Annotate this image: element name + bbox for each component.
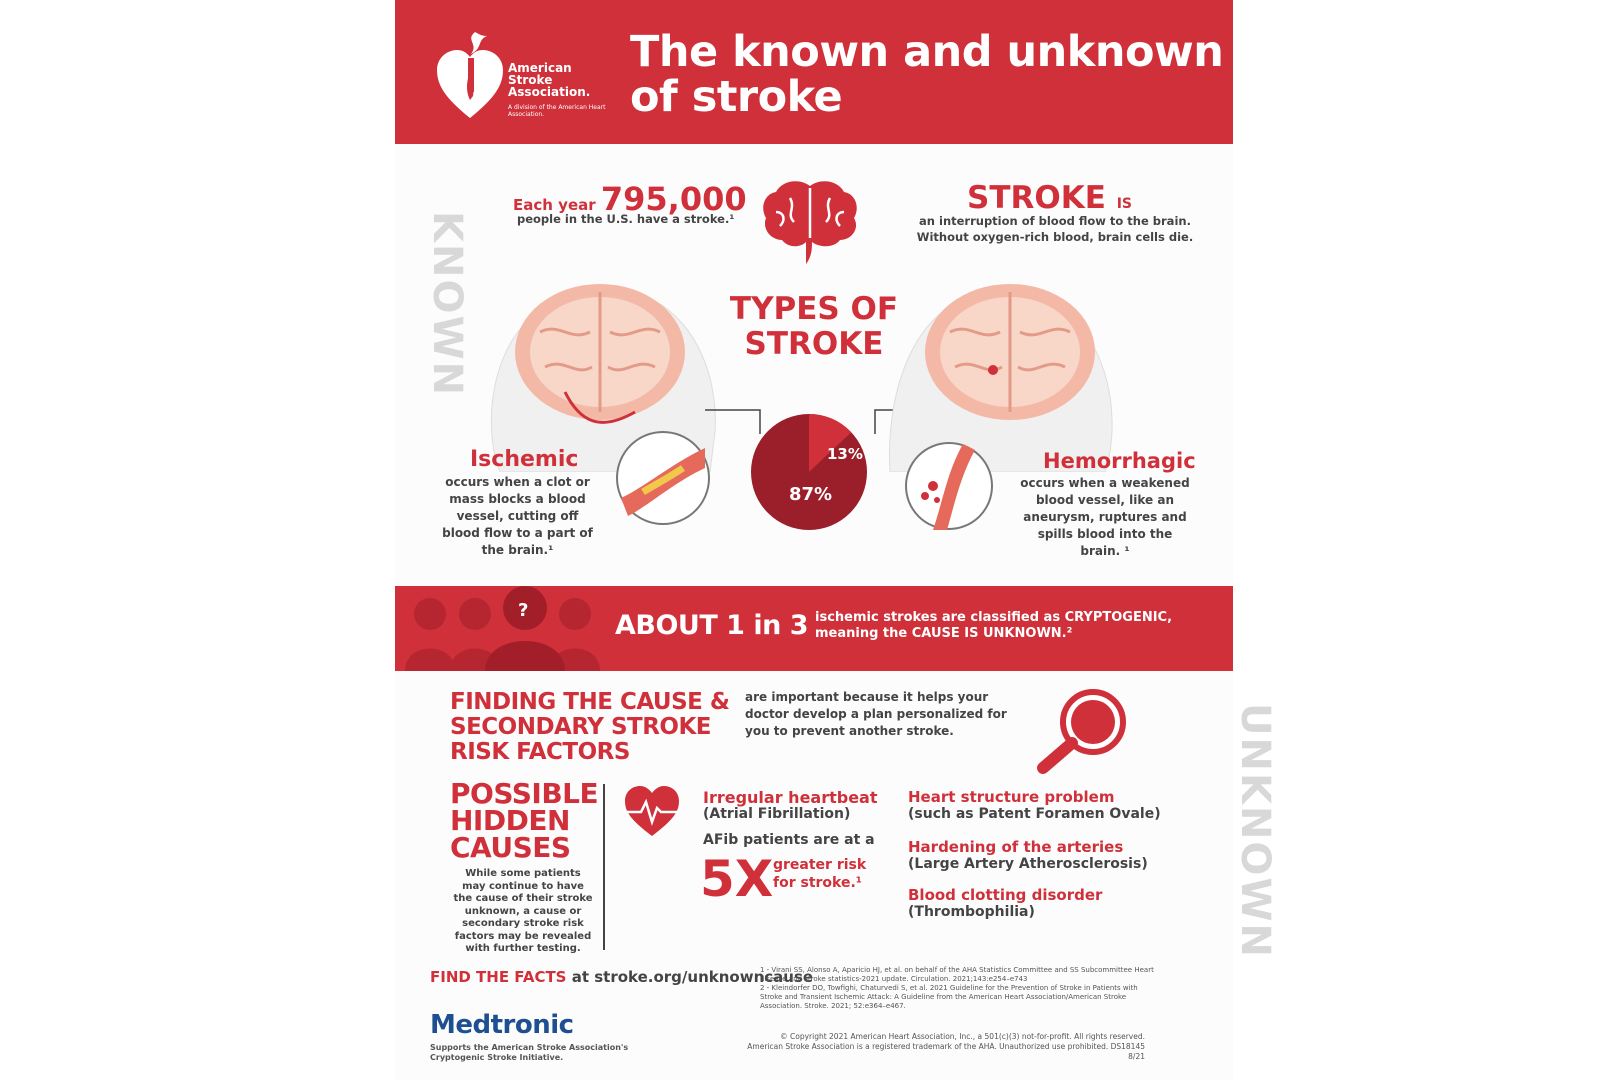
cause-description: (Large Artery Atherosclerosis) xyxy=(908,856,1148,872)
page-title: The known and unknown of stroke xyxy=(630,27,1224,122)
copyright: © Copyright 2021 American Heart Association, Inc., a 501(c)(3) not-for-profit. All rights reserved. American Stroke Association is a registered trademark of the AHA. Unauthorized use prohibited. DS18145 8/21 xyxy=(747,1032,1145,1061)
question-mark: ? xyxy=(518,600,529,621)
unknown-side-label: UNKNOWN xyxy=(1232,703,1278,960)
cause-title: Hardening of the arteries xyxy=(908,838,1124,856)
irregular-heartbeat-description: (Atrial Fibrillation) xyxy=(703,806,851,822)
people-silhouettes-icon xyxy=(405,586,605,671)
pie-label-hemorrhagic: 13% xyxy=(827,445,863,463)
ischemic-clot-zoom-icon xyxy=(613,428,713,528)
heart-torch-logo-icon xyxy=(435,30,505,120)
five-x-stat: 5X xyxy=(700,850,774,908)
stroke-definition: an interruption of blood flow to the brain. Without oxygen-rich blood, brain cells die. xyxy=(916,214,1194,244)
medtronic-description: Supports the American Stroke Association's Cryptogenic Stroke Initiative. xyxy=(430,1043,629,1062)
infographic-poster xyxy=(395,0,1278,1080)
cause-description: (Thrombophilia) xyxy=(908,904,1035,920)
magnifier-icon xyxy=(1035,686,1130,776)
cause-title: Blood clotting disorder xyxy=(908,886,1103,904)
about-one-in-three: ABOUT 1 in 3 xyxy=(615,610,809,641)
each-year-number: 795,000 xyxy=(600,180,747,218)
five-x-description: greater risk for stroke.¹ xyxy=(773,857,867,891)
heartbeat-icon xyxy=(623,784,681,838)
irregular-heartbeat-title: Irregular heartbeat xyxy=(703,788,878,807)
possible-hidden-causes-description: While some patients may continue to have the cause of their stroke unknown, a cause or secondary stroke risk factors may be revealed with further testing. xyxy=(453,868,593,954)
logo-subtitle: A division of the American Heart Association. xyxy=(508,104,606,118)
cryptogenic-description: ischemic strokes are classified as CRYPTOGENIC, meaning the CAUSE IS UNKNOWN.² xyxy=(815,610,1173,641)
logo-name: American Stroke Association. xyxy=(508,61,591,99)
header-banner xyxy=(395,0,1233,144)
finding-cause-title: FINDING THE CAUSE & SECONDARY STROKE RISK FACTORS xyxy=(450,689,730,765)
afib-text: AFib patients are at a xyxy=(703,832,875,848)
each-year-subtext: people in the U.S. have a stroke.¹ xyxy=(517,212,735,226)
hemorrhagic-rupture-zoom-icon xyxy=(903,440,995,532)
find-facts-link[interactable]: at stroke.org/unknowncause xyxy=(566,968,814,986)
possible-hidden-causes-title: POSSIBLE HIDDEN CAUSES xyxy=(450,777,599,864)
finding-cause-description: are important because it helps your doctor develop a plan personalized for you to prevent another stroke. xyxy=(745,690,1007,738)
each-year-prefix: Each year xyxy=(513,196,596,214)
divider-line xyxy=(603,784,605,950)
ischemic-description: occurs when a clot or mass blocks a blood vessel, cutting off blood flow to a part of the brain.¹ xyxy=(442,475,593,557)
reference-2: 2 - Kleindorfer DO, Towfighi, Chaturvedi S, et al. 2021 Guideline for the Prevention of Stroke in Patients with Stroke and Transient Ischemic Attack: A Guideline from the American Heart Association/American Stroke Association. Stroke. 2021; 52:e364–e467. xyxy=(760,984,1138,1010)
medtronic-logo: Medtronic xyxy=(430,1010,574,1040)
cause-clotting xyxy=(908,886,1168,920)
types-of-stroke-title: TYPES OF STROKE xyxy=(729,291,899,362)
hemorrhagic-title: Hemorrhagic xyxy=(1043,449,1196,473)
known-side-label: KNOWN xyxy=(424,211,470,398)
ischemic-title: Ischemic xyxy=(470,447,579,472)
reference-1: 1 - Virani SS, Alonso A, Aparicio HJ, et al. on behalf of the AHA Statistics Committee and SS Subcommittee Heart disease and stroke statistics-2021 update. Circulation. 2021;143:e254–e743 xyxy=(760,966,1154,983)
cause-arteries xyxy=(908,838,1168,872)
hemorrhagic-description: occurs when a weakened blood vessel, like an aneurysm, ruptures and spills blood into the brain. ¹ xyxy=(1020,476,1190,558)
brain-icon xyxy=(760,178,860,270)
cause-description: (such as Patent Foramen Ovale) xyxy=(908,806,1161,822)
find-the-facts: FIND THE FACTS at stroke.org/unknowncause xyxy=(430,968,814,986)
references xyxy=(760,966,1160,1011)
cause-heart-structure xyxy=(908,788,1168,822)
stroke-is-title: STROKE IS xyxy=(967,180,1132,216)
pie-label-ischemic: 87% xyxy=(789,484,833,505)
cause-title: Heart structure problem xyxy=(908,788,1115,806)
